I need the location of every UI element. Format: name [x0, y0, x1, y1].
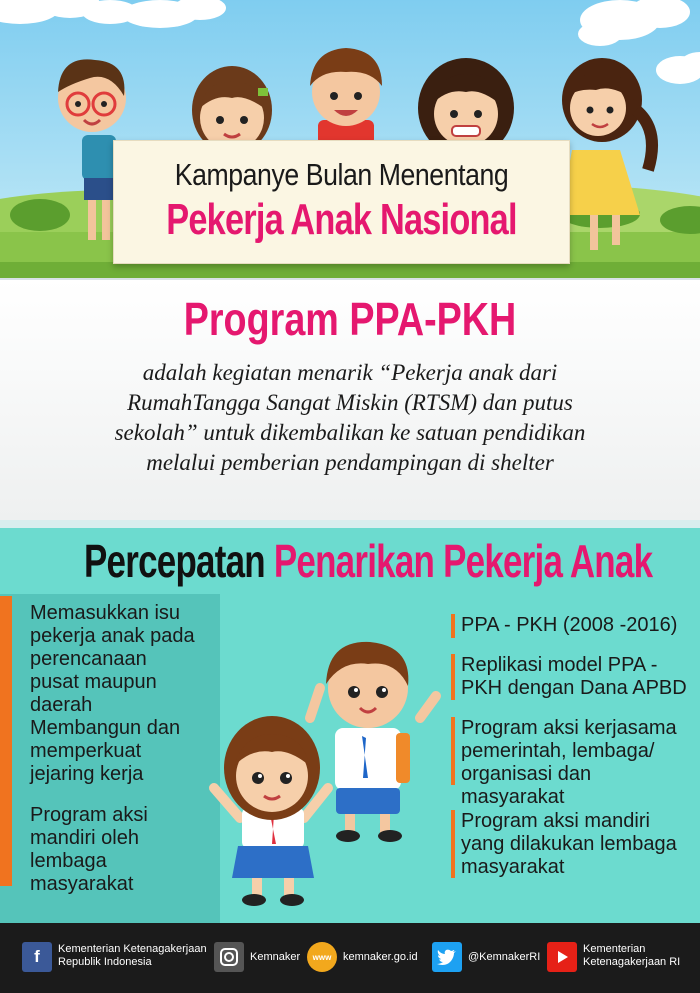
right-accent-mark [451, 810, 455, 878]
footer-youtube[interactable]: Kementerian Ketenagakerjaan RI [583, 943, 681, 968]
twitter-icon[interactable] [432, 942, 462, 972]
right-item: Program aksi kerjasama pemerintah, lembaga/ organisasi dan masyarakat [461, 717, 677, 808]
left-item: Program aksi mandiri oleh lembaga masyarakat [30, 804, 148, 895]
hero-banner [0, 0, 700, 278]
acceleration-section [0, 528, 700, 923]
right-accent-mark [451, 614, 455, 638]
right-item: PPA - PKH (2008 -2016) [461, 614, 678, 636]
campaign-title-line1: Kampanye Bulan Menentang [174, 157, 509, 192]
right-item: Replikasi model PPA - PKH dengan Dana APBD [461, 654, 687, 699]
left-item: Memasukkan isu pekerja anak pada perencanaan pusat maupun daerah [30, 602, 195, 716]
left-item: Membangun dan memperkuat jejaring kerja [30, 717, 181, 785]
campaign-title-line2: Pekerja Anak Nasional [166, 195, 517, 244]
acceleration-title-part2: Penarikan Pekerja Anak [273, 535, 653, 587]
program-section [0, 278, 700, 522]
left-accent-bar [0, 596, 12, 886]
footer-facebook[interactable]: Kementerian Ketenagakerjaan Republik Indonesia [58, 943, 207, 968]
boy-illustration [310, 642, 436, 842]
acceleration-title [84, 534, 653, 588]
footer-instagram[interactable]: Kemnaker [250, 951, 301, 963]
footer-twitter[interactable]: @KemnakerRI [468, 951, 541, 963]
instagram-icon[interactable] [214, 942, 244, 972]
right-accent-mark [451, 717, 455, 785]
footer [0, 923, 700, 993]
website-icon[interactable]: www [307, 942, 337, 972]
campaign-title-box [113, 140, 570, 264]
facebook-icon[interactable]: f [22, 942, 52, 972]
youtube-icon[interactable] [547, 942, 577, 972]
children-jumping-illustration [200, 638, 450, 918]
child-illustration [310, 48, 382, 145]
program-title: Program PPA-PKH [183, 293, 517, 345]
right-accent-mark [451, 654, 455, 700]
footer-website[interactable]: kemnaker.go.id [343, 951, 418, 963]
right-item: Program aksi mandiri yang dilakukan lembaga masyarakat [461, 810, 677, 878]
acceleration-title-part1: Percepatan [84, 535, 265, 587]
girl-illustration [214, 716, 328, 906]
divider [0, 520, 700, 528]
program-description: adalah kegiatan menarik “Pekerja anak dari RumahTangga Sangat Miskin (RTSM) dan putus sekolah” untuk dikembalikan ke satuan pendidikan melalui pemberian pendampingan di shelter [114, 360, 586, 475]
